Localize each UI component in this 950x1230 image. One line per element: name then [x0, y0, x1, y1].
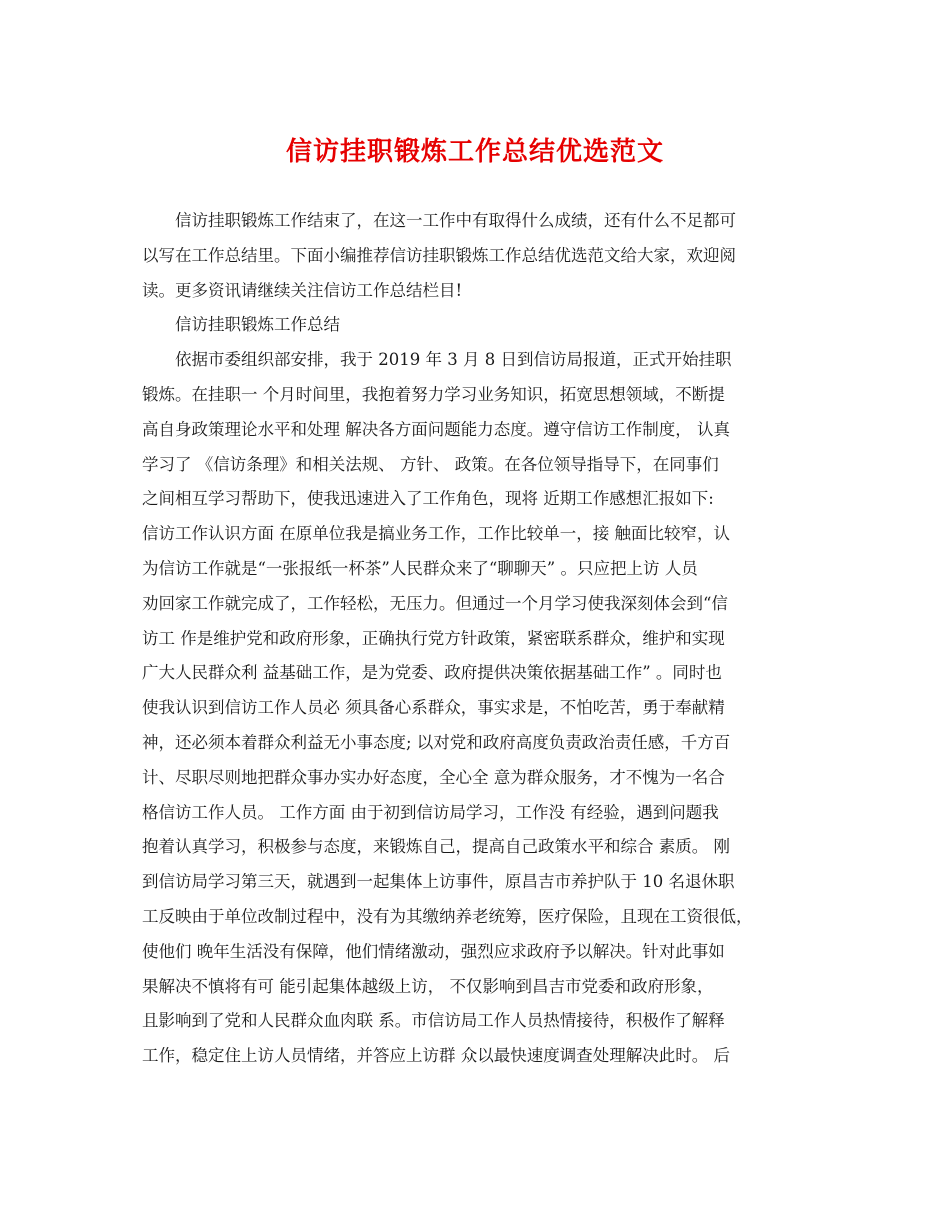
paragraph-line: 以写在工作总结里。下面小编推荐信访挂职锻炼工作总结优选范文给大家，欢迎阅 [142, 245, 736, 265]
paragraph-line: 且影响到了党和人民群众血肉联 系。市信访局工作人员热情接待，积极作了解释 [142, 1011, 725, 1031]
document-title: 信访挂职锻炼工作总结优选范文 [285, 137, 664, 167]
paragraph-line: 使我认识到信访工作人员必 须具备心系群众，事实求是，不怕吃苦，勇于奉献精 [142, 698, 725, 718]
paragraph-line: 神，还必须本着群众利益无小事态度; 以对党和政府高度负责政治责任感，千方百 [142, 732, 731, 752]
paragraph-line: 为信访工作就是“一张报纸一杯茶”人民群众来了“聊聊天” 。只应把上访 人员 [142, 558, 698, 578]
paragraph-line: 锻炼。在挂职一 个月时间里，我抱着努力学习业务知识，拓宽思想领域，不断提 [142, 384, 725, 404]
paragraph-line: 信访挂职锻炼工作结束了，在这一工作中有取得什么成绩，还有什么不足都可 [175, 211, 736, 230]
paragraph-line: 读。更多资讯请继续关注信访工作总结栏目! [142, 280, 463, 300]
paragraph-line: 到信访局学习第三天，就遇到一起集体上访事件，原昌吉市养护队于 10 名退休职 [142, 872, 735, 892]
document-body [142, 204, 810, 1074]
paragraph-line: 访工 作是维护党和政府形象，正确执行党方针政策，紧密联系群众，维护和实现 [142, 628, 725, 648]
section-heading: 信访挂职锻炼工作总结 [175, 315, 340, 335]
paragraph-line: 果解决不慎将有可 能引起集体越级上访， 不仅影响到昌吉市党委和政府形象， [142, 976, 714, 996]
paragraph-line: 工反映由于单位改制过程中，没有为其缴纳养老统筹，医疗保险，且现在工资很低， [142, 906, 753, 926]
paragraph-line: 之间相互学习帮助下，使我迅速进入了工作角色，现将 近期工作感想汇报如下: [142, 489, 714, 509]
paragraph-line: 信访工作认识方面 在原单位我是搞业务工作，工作比较单一，接 触面比较窄，认 [142, 524, 730, 544]
paragraph-line: 格信访工作人员。 工作方面 由于初到信访局学习，工作没 有经验，遇到问题我 [142, 802, 719, 822]
paragraph-line: 工作，稳定住上访人员情绪，并答应上访群 众以最快速度调查处理解决此时。 后 [142, 1046, 730, 1066]
paragraph-line: 高自身政策理论水平和处理 解决各方面问题能力态度。遵守信访工作制度， 认真 [142, 419, 730, 439]
paragraph-line: 计、尽职尽则地把群众事办实办好态度，全心全 意为群众服务，才不愧为一名合 [142, 767, 725, 787]
paragraph-line: 学习了 《信访条理》和相关法规、 方针、 政策。在各位领导指导下，在同事们 [142, 454, 719, 474]
paragraph-line: 抱着认真学习，积极参与态度，来锻炼自己，提高自己政策水平和综合 素质。 刚 [142, 837, 730, 857]
paragraph-line: 依据市委组织部安排，我于 2019 年 3 月 8 日到信访局报道，正式开始挂职 [175, 350, 732, 370]
paragraph-line: 劝回家工作就完成了，工作轻松，无压力。但通过一个月学习使我深刻体会到“信 [142, 593, 728, 613]
paragraph-line: 使他们 晚年生活没有保障，他们情绪激动，强烈应求政府予以解决。针对此事如 [142, 941, 725, 961]
paragraph-line: 广大人民群众利 益基础工作，是为党委、政府提供决策依据基础工作” 。同时也 [142, 663, 722, 683]
